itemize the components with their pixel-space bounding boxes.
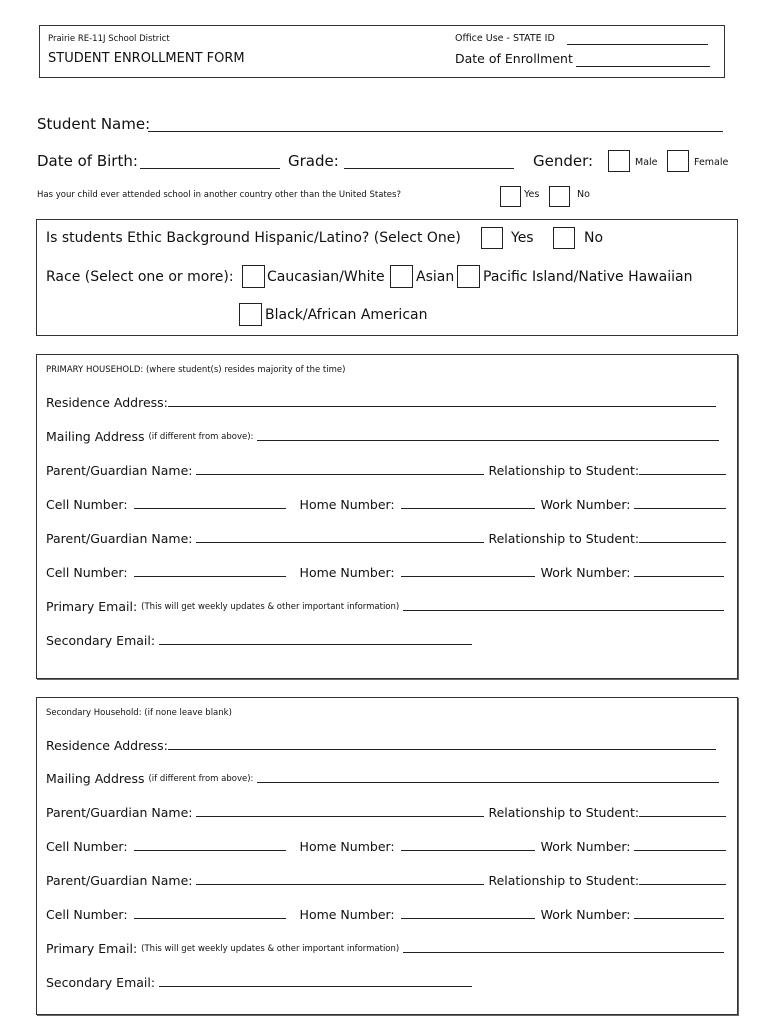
primary-relationship2-field[interactable]: [639, 542, 726, 543]
office-use-label: Office Use - STATE ID: [455, 33, 555, 44]
dob-label: Date of Birth:: [37, 152, 138, 170]
primary-guardian2-field[interactable]: [196, 542, 484, 543]
secondary-home1-field[interactable]: [401, 850, 535, 851]
primary-home1-label: Home Number:: [299, 497, 395, 512]
primary-residence-field[interactable]: [168, 406, 716, 407]
male-checkbox[interactable]: [608, 150, 630, 172]
secondary-email-note: (This will get weekly updates & other important information): [141, 944, 400, 954]
secondary-email-label: Primary Email:: [46, 941, 138, 956]
hispanic-yes-checkbox[interactable]: [481, 227, 503, 249]
primary-work1-field[interactable]: [634, 508, 726, 509]
primary-cell1-label: Cell Number:: [46, 497, 128, 512]
primary-cell1-field[interactable]: [134, 508, 286, 509]
grade-label: Grade:: [288, 152, 339, 170]
primary-guardian1-label: Parent/Guardian Name:: [46, 463, 193, 478]
secondary-mailing-field[interactable]: [257, 782, 719, 783]
secondary-residence-label: Residence Address:: [46, 738, 168, 753]
secondary-relationship1-label: Relationship to Student:: [488, 805, 640, 820]
secondary-cell2-label: Cell Number:: [46, 907, 128, 922]
enrollment-date-field[interactable]: [576, 66, 710, 67]
primary-guardian1-field[interactable]: [196, 474, 484, 475]
secondary-cell2-field[interactable]: [134, 918, 286, 919]
district-name: Prairie RE-11J School District: [48, 34, 170, 44]
caucasian-checkbox[interactable]: [242, 265, 265, 288]
secondary-cell1-label: Cell Number:: [46, 839, 128, 854]
primary-email-field[interactable]: [403, 610, 724, 611]
primary-home1-field[interactable]: [401, 508, 535, 509]
grade-field[interactable]: [344, 168, 514, 169]
student-name-field[interactable]: [148, 131, 723, 132]
pacific-checkbox[interactable]: [457, 265, 480, 288]
primary-secondary-email-field[interactable]: [159, 644, 472, 645]
secondary-mailing-label: Mailing Address: [46, 771, 145, 786]
secondary-guardian2-label: Parent/Guardian Name:: [46, 873, 193, 888]
hispanic-question: Is students Ethic Background Hispanic/Latino? (Select One): [46, 230, 461, 246]
secondary-relationship1-field[interactable]: [639, 816, 726, 817]
male-label: Male: [635, 157, 658, 168]
secondary-home2-field[interactable]: [401, 918, 535, 919]
abroad-no-label: No: [577, 189, 590, 200]
secondary-home2-label: Home Number:: [299, 907, 395, 922]
primary-mailing-label: Mailing Address: [46, 429, 145, 444]
primary-relationship1-field[interactable]: [639, 474, 726, 475]
secondary-email-field[interactable]: [403, 952, 724, 953]
dob-field[interactable]: [140, 168, 280, 169]
abroad-yes-checkbox[interactable]: [500, 186, 521, 207]
secondary-guardian2-field[interactable]: [196, 884, 484, 885]
secondary-residence-field[interactable]: [168, 749, 716, 750]
secondary-work2-field[interactable]: [634, 918, 724, 919]
asian-checkbox[interactable]: [390, 265, 413, 288]
primary-mailing-field[interactable]: [257, 440, 719, 441]
secondary-cell1-field[interactable]: [134, 850, 286, 851]
primary-home2-field[interactable]: [401, 576, 535, 577]
enrollment-date-label: Date of Enrollment: [455, 51, 573, 66]
primary-email-note: (This will get weekly updates & other important information): [141, 602, 400, 612]
primary-home2-label: Home Number:: [299, 565, 395, 580]
asian-label: Asian: [416, 269, 455, 285]
hispanic-yes-label: Yes: [511, 230, 534, 246]
primary-work2-field[interactable]: [634, 576, 724, 577]
secondary-relationship2-field[interactable]: [639, 884, 726, 885]
secondary-secondary-email-label: Secondary Email:: [46, 975, 156, 990]
female-label: Female: [694, 157, 729, 168]
primary-email-label: Primary Email:: [46, 599, 138, 614]
primary-relationship1-label: Relationship to Student:: [488, 463, 640, 478]
primary-guardian2-label: Parent/Guardian Name:: [46, 531, 193, 546]
primary-work2-label: Work Number:: [540, 565, 631, 580]
caucasian-label: Caucasian/White: [267, 269, 385, 285]
secondary-home1-label: Home Number:: [299, 839, 395, 854]
primary-heading: PRIMARY HOUSEHOLD: (where student(s) resides majority of the time): [46, 365, 346, 375]
secondary-relationship2-label: Relationship to Student:: [488, 873, 640, 888]
secondary-work1-field[interactable]: [634, 850, 726, 851]
black-checkbox[interactable]: [239, 303, 262, 326]
student-name-label: Student Name:: [37, 115, 151, 133]
secondary-guardian1-field[interactable]: [196, 816, 484, 817]
form-title: STUDENT ENROLLMENT FORM: [48, 51, 245, 66]
primary-residence-label: Residence Address:: [46, 395, 168, 410]
secondary-mailing-note: (if different from above):: [148, 774, 254, 784]
secondary-guardian1-label: Parent/Guardian Name:: [46, 805, 193, 820]
state-id-field[interactable]: [567, 44, 708, 45]
secondary-secondary-email-field[interactable]: [159, 986, 472, 987]
primary-relationship2-label: Relationship to Student:: [488, 531, 640, 546]
gender-label: Gender:: [533, 152, 594, 170]
abroad-question: Has your child ever attended school in another country other than the United States?: [37, 190, 401, 200]
race-label: Race (Select one or more):: [46, 269, 234, 285]
primary-secondary-email-label: Secondary Email:: [46, 633, 156, 648]
secondary-work1-label: Work Number:: [540, 839, 631, 854]
abroad-yes-label: Yes: [524, 189, 540, 200]
primary-cell2-field[interactable]: [134, 576, 286, 577]
secondary-heading: Secondary Household: (if none leave blank): [46, 708, 232, 718]
hispanic-no-checkbox[interactable]: [553, 227, 575, 249]
primary-work1-label: Work Number:: [540, 497, 631, 512]
hispanic-no-label: No: [584, 230, 604, 246]
abroad-no-checkbox[interactable]: [549, 186, 570, 207]
black-label: Black/African American: [265, 307, 428, 323]
primary-mailing-note: (if different from above):: [148, 432, 254, 442]
primary-cell2-label: Cell Number:: [46, 565, 128, 580]
female-checkbox[interactable]: [667, 150, 689, 172]
pacific-label: Pacific Island/Native Hawaiian: [483, 269, 693, 285]
secondary-work2-label: Work Number:: [540, 907, 631, 922]
